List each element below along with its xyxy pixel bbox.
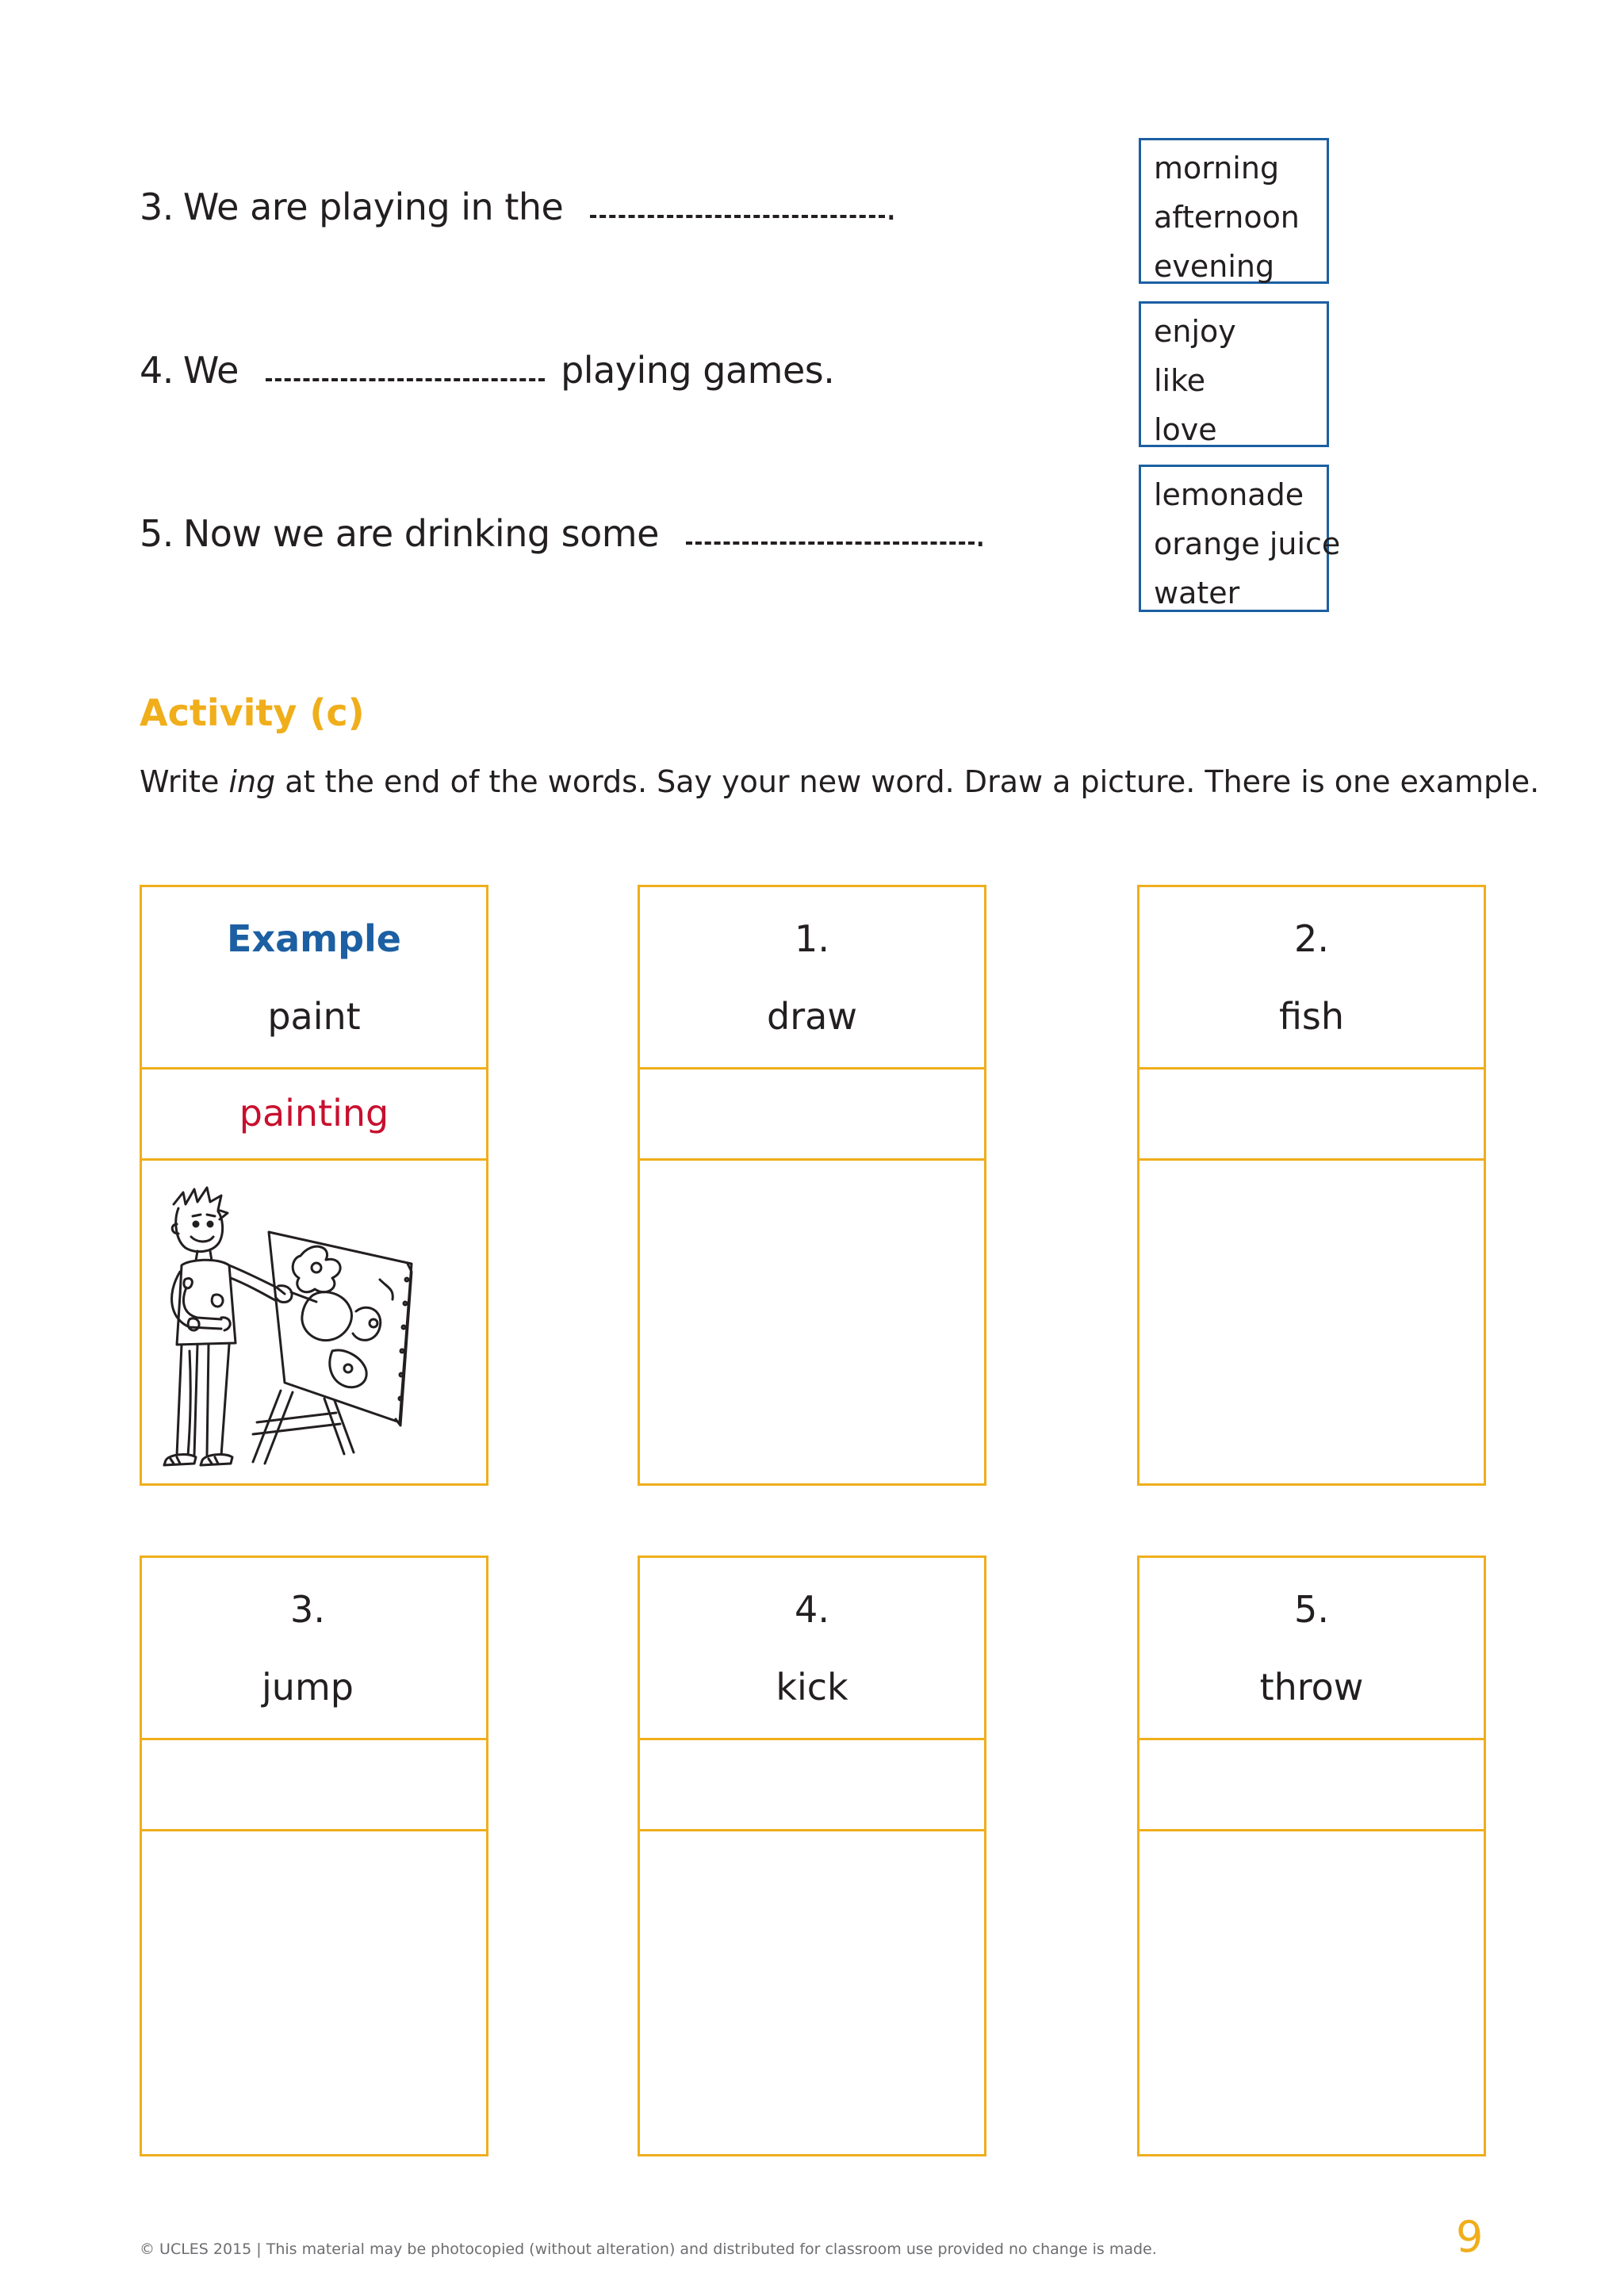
question-text: We	[182, 349, 239, 392]
question-3	[140, 186, 897, 228]
word-option: enjoy	[1154, 314, 1236, 349]
word-option: like	[1154, 363, 1206, 398]
word-options-box	[1139, 301, 1329, 447]
card-answer-field[interactable]	[640, 1740, 984, 1831]
painter-illustration	[142, 1161, 491, 1483]
card-word: throw	[1259, 1666, 1364, 1709]
card-header	[640, 887, 984, 1070]
question-4	[140, 349, 835, 392]
word-option: lemonade	[1154, 477, 1304, 512]
word-option: water	[1154, 576, 1240, 610]
card-answer: painting	[142, 1070, 486, 1161]
card-word: draw	[767, 995, 857, 1038]
word-card-4	[638, 1556, 986, 2156]
answer-blank[interactable]	[590, 215, 885, 218]
card-label: 4.	[795, 1588, 829, 1631]
activity-title: Activity (c)	[140, 691, 365, 734]
card-word: kick	[776, 1666, 848, 1709]
question-text: We are playing in the	[182, 186, 564, 228]
question-text: Now we are drinking some	[182, 512, 659, 555]
word-options-box	[1139, 465, 1341, 612]
page-number: 9	[1456, 2212, 1484, 2262]
card-drawing-area[interactable]	[142, 1831, 486, 2154]
card-header	[142, 1558, 486, 1740]
example-card	[140, 885, 488, 1486]
card-drawing-area[interactable]	[640, 1161, 984, 1483]
card-word: jump	[262, 1666, 354, 1709]
card-drawing-area[interactable]	[640, 1831, 984, 2154]
instruction-text: at the end of the words. Say your new word. Draw a picture. There is one example.	[275, 764, 1540, 799]
card-label: 5.	[1294, 1588, 1329, 1631]
word-option: morning	[1154, 151, 1280, 186]
word-option: love	[1154, 412, 1217, 447]
card-answer-field[interactable]	[640, 1070, 984, 1161]
word-card-5	[1137, 1556, 1486, 2156]
card-picture-area	[142, 1161, 486, 1483]
instruction-italic: ing	[228, 764, 276, 799]
word-options-box	[1139, 138, 1329, 284]
word-option: orange juice	[1154, 526, 1341, 561]
answer-blank[interactable]	[266, 378, 545, 381]
word-card-2	[1137, 885, 1486, 1486]
copyright-footer: © UCLES 2015 | This material may be photocopied (without alteration) and distributed for classroom use provided no change is made.	[140, 2241, 1157, 2258]
word-option: afternoon	[1154, 200, 1300, 235]
word-option: evening	[1154, 249, 1275, 284]
card-answer-field[interactable]	[1139, 1740, 1484, 1831]
card-drawing-area[interactable]	[1139, 1161, 1484, 1483]
card-word: fish	[1278, 995, 1345, 1038]
instruction-text: Write	[140, 764, 229, 799]
question-end: playing games.	[561, 349, 835, 392]
question-end: .	[885, 186, 897, 228]
card-label: 2.	[1294, 917, 1329, 960]
card-word: paint	[267, 995, 361, 1038]
card-label: 3.	[290, 1588, 325, 1631]
answer-blank[interactable]	[686, 541, 975, 545]
card-answer-field[interactable]	[1139, 1070, 1484, 1161]
word-card-3	[140, 1556, 488, 2156]
card-label: 1.	[795, 917, 829, 960]
card-drawing-area[interactable]	[1139, 1831, 1484, 2154]
card-header	[640, 1558, 984, 1740]
question-end: .	[975, 512, 986, 555]
question-5	[140, 512, 986, 555]
word-card-1	[638, 885, 986, 1486]
question-number: 5.	[140, 512, 174, 555]
card-header	[142, 887, 486, 1070]
activity-instruction	[140, 764, 1539, 799]
card-header	[1139, 1558, 1484, 1740]
card-header	[1139, 887, 1484, 1070]
card-label: Example	[227, 917, 401, 960]
question-number: 4.	[140, 349, 174, 392]
card-answer-field[interactable]	[142, 1740, 486, 1831]
question-number: 3.	[140, 186, 174, 228]
